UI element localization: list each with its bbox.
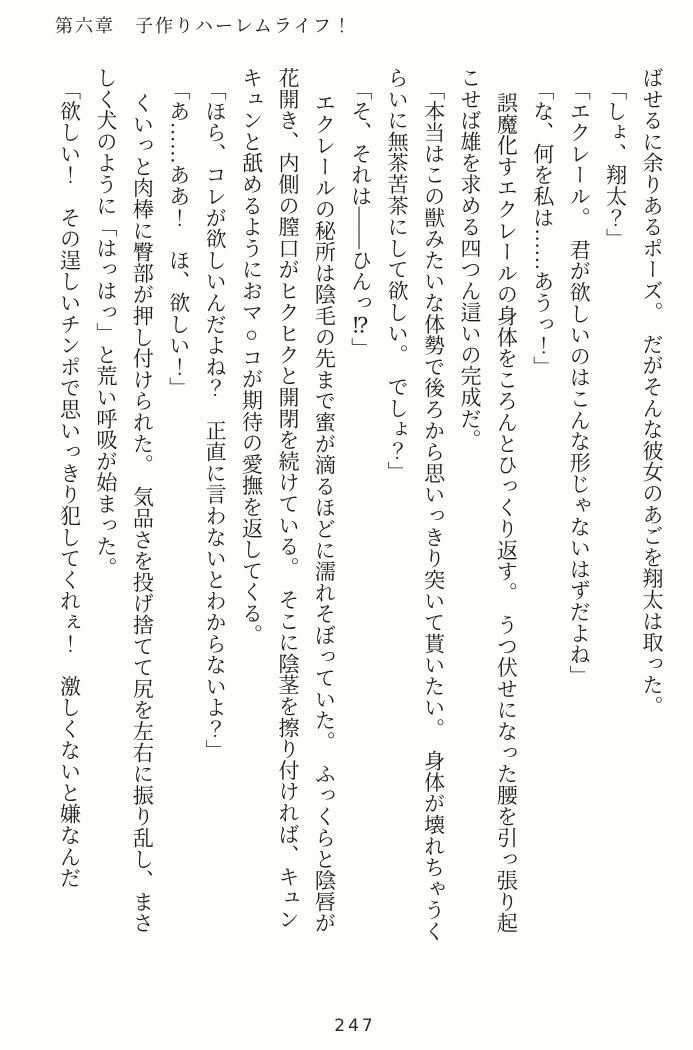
text-line: 「ほら、コレが欲しいんだよね？ 正直に言わないとわからないよ？」 <box>203 79 228 761</box>
text-line: 誤魔化すエクレールの身体をころんとひっくり返す。 うつ伏せになった腰を引っ張り起 <box>494 92 519 934</box>
text-line: くいっと肉棒に臀部が押し付けられた。 気品さを投げ捨てて尻を左右に振り乱し、まさ <box>130 92 155 934</box>
text-line: 「エクレール。 君が欲しいのはこんな形じゃないはずだよね」 <box>567 79 592 687</box>
text-line: ばせるに余りあるポーズ。 だがそんな彼女のあごを翔太は取った。 <box>640 67 664 717</box>
text-line: 「しょ、翔太？」 <box>603 79 628 250</box>
page-number: 247 <box>334 1016 376 1036</box>
text-line: しく犬のように「はっはっ」と荒い呼吸が始まった。 <box>93 67 118 579</box>
text-line: 花開き、内側の膣口がヒクヒクと開閉を続けている。 そこに陰茎を擦り付ければ、キュン <box>275 67 300 930</box>
text-line: 「本当はこの獣みたいな体勢で後ろから思いっきり突いて貰いたい。 身体が壊れちゃうく <box>421 79 446 942</box>
page-text <box>51 67 670 952</box>
text-line: 「あ……ああ！ ほ、欲しい！」 <box>166 79 191 399</box>
chapter-header: 第六章 子作りハーレムライフ！ <box>55 16 353 36</box>
text-line: 「そ、それは――ひんっ⁉」 <box>348 79 373 359</box>
text-line: キュンと舐めるようにおマ○コが期待の愛撫を返してくる。 <box>239 67 264 646</box>
text-line: らいに無茶苦茶にして欲しい。 でしょ？」 <box>385 67 410 483</box>
text-line: 「欲しい！ その逞しいチンポで思いっきり犯してくれぇ！ 激しくないと嫌なんだ <box>57 79 82 889</box>
text-line: こせば雄を求める四つん這いの完成だ。 <box>457 67 482 451</box>
text-line: 「な、何を私は……あうっ！」 <box>530 79 555 378</box>
text-line: エクレールの秘所は陰毛の先まで蜜が滴るほどに濡れそぼっていた。 ふっくらと陰唇が <box>312 92 337 934</box>
